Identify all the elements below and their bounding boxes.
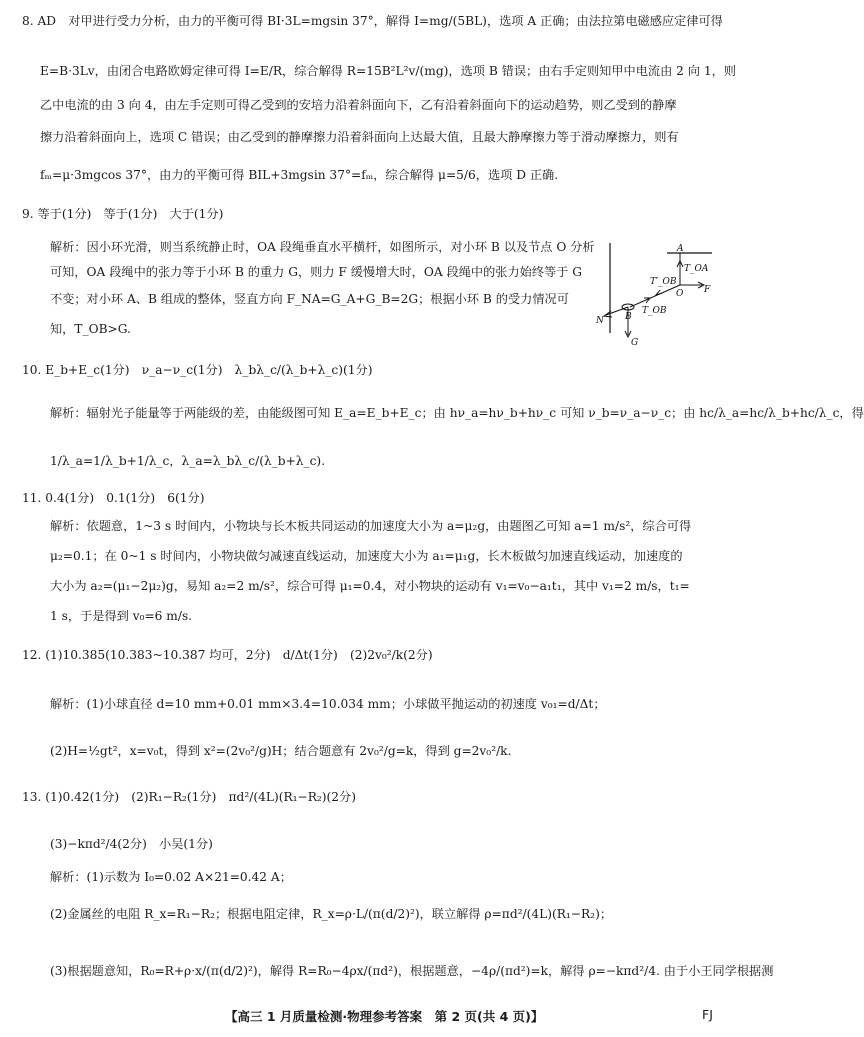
footer-title: 【高三 1 月质量检测·物理参考答案 第 2 页(共 4 页)】 [225, 1009, 544, 1024]
label-a: A [677, 244, 684, 254]
text-line-q8_l5: fₘ=μ·3mgcos 37°，由力的平衡可得 BIL+3mgsin 37°=fₘ，综合解得 μ=5/6，选项 D 正确. [40, 168, 559, 182]
text-line-q11_l2: 解析：依题意，1~3 s 时间内，小物块与长木板共同运动的加速度大小为 a=μ₂g，由题图乙可知 a=1 m/s²，综合可得 [50, 519, 692, 533]
text-line-q9_l1: 9. 等于(1分) 等于(1分) 大于(1分) [22, 207, 224, 221]
force-diagram [592, 243, 722, 348]
text-line-q13_l2: (3)−kπd²/4(2分) 小吴(1分) [50, 837, 213, 851]
label-g: G [631, 338, 639, 348]
text-line-q8_l3: 乙中电流的由 3 向 4，由左手定则可得乙受到的安培力沿着斜面向下，乙有沿着斜面向下的运动趋势，则乙受到的静摩 [40, 98, 677, 112]
text-line-q9_l2: 解析：因小环光滑，则当系统静止时，OA 段绳垂直水平横杆，如图所示，对小环 B 以及节点 O 分析 [50, 240, 595, 254]
text-line-q8_l1: 8. AD 对甲进行受力分析，由力的平衡可得 BI·3L=mgsin 37°，解得 I=mg/(5BL)，选项 A 正确；由法拉第电磁感应定律可得 [22, 14, 723, 28]
label-tob: T_OB [642, 306, 667, 316]
text-line-q8_l4: 擦力沿着斜面向上，选项 C 错误；由乙受到的静摩擦力沿着斜面向上达最大值，且最大静摩擦力等于滑动摩擦力，则有 [40, 130, 679, 144]
footer-code: FJ [702, 1007, 713, 1022]
label-b: B [625, 312, 632, 322]
text-line-q10_l1: 10. E_b+E_c(1分) ν_a−ν_c(1分) λ_bλ_c/(λ_b+λ_c)(1分) [22, 363, 373, 377]
text-line-q9_l4: 不变；对小环 A、B 组成的整体，竖直方向 F_NA=G_A+G_B=2G；根据小环 B 的受力情况可 [50, 292, 569, 306]
label-n: N [596, 316, 604, 326]
text-line-q11_l3: μ₂=0.1；在 0~1 s 时间内，小物块做匀减速直线运动，加速度大小为 a₁=μ₁g，长木板做匀加速直线运动，加速度的 [50, 549, 683, 563]
text-line-q9_l3: 可知，OA 段绳中的张力等于小环 B 的重力 G，则力 F 缓慢增大时，OA 段绳中的张力始终等于 G [50, 265, 583, 279]
text-line-q13_l1: 13. (1)0.42(1分) (2)R₁−R₂(1分) πd²/(4L)(R₁−R₂)(2分) [22, 790, 356, 804]
rope-ob [630, 285, 680, 307]
text-line-q11_l1: 11. 0.4(1分) 0.1(1分) 6(1分) [22, 491, 205, 505]
text-line-q12_l3: (2)H=½gt²，x=v₀t，得到 x²=(2v₀²/g)H；结合题意有 2v₀²/g=k，得到 g=2v₀²/k. [50, 744, 512, 758]
text-line-q10_l3: 1/λ_a=1/λ_b+1/λ_c，λ_a=λ_bλ_c/(λ_b+λ_c). [50, 454, 326, 468]
text-line-q12_l1: 12. (1)10.385(10.383~10.387 均可，2分) d/Δt(1分) (2)2v₀²/k(2分) [22, 648, 433, 662]
text-line-q13_l3: 解析：(1)示数为 I₀=0.02 A×21=0.42 A； [50, 870, 292, 884]
arrow-tob-prime [656, 290, 662, 295]
text-line-q11_l4: 大小为 a₂=(μ₁−2μ₂)g，易知 a₂=2 m/s²，综合可得 μ₁=0.4，对小物块的运动有 v₁=v₀−a₁t₁，其中 v₁=2 m/s，t₁= [50, 579, 690, 593]
text-line-q10_l2: 解析：辐射光子能量等于两能级的差，由能级图可知 E_a=E_b+E_c；由 hν_a=hν_b+hν_c 可知 ν_b=ν_a−ν_c；由 hc/λ_a=hc/λ_b+hc/λ_c，得 [50, 406, 864, 420]
text-line-q8_l2: E=B·3Lv，由闭合电路欧姆定律可得 I=E/R，综合解得 R=15B²L²v/(mg)，选项 B 错误；由右手定则知甲中电流由 2 向 1，则 [40, 64, 736, 78]
text-line-q11_l5: 1 s，于是得到 v₀=6 m/s. [50, 609, 193, 623]
text-line-q9_l5: 知，T_OB>G. [50, 322, 131, 336]
label-o: O [676, 289, 684, 299]
label-tob-prime: T′_OB [650, 277, 677, 287]
label-toa: T_OA [684, 264, 709, 274]
text-line-q12_l2: 解析：(1)小球直径 d=10 mm+0.01 mm×3.4=10.034 mm；小球做平抛运动的初速度 v₀₁=d/Δt； [50, 697, 606, 711]
text-line-q13_l5: (3)根据题意知，R₀=R+ρ·x/(π(d/2)²)，解得 R=R₀−4ρx/(πd²)，根据题意，−4ρ/(πd²)=k，解得 ρ=−kπd²/4. 由于小王同学根据测 [50, 964, 774, 978]
text-line-q13_l4: (2)金属丝的电阻 R_x=R₁−R₂；根据电阻定律，R_x=ρ·L/(π(d/2)²)，联立解得 ρ=πd²/(4L)(R₁−R₂)； [50, 907, 613, 921]
label-f: F [704, 285, 711, 295]
